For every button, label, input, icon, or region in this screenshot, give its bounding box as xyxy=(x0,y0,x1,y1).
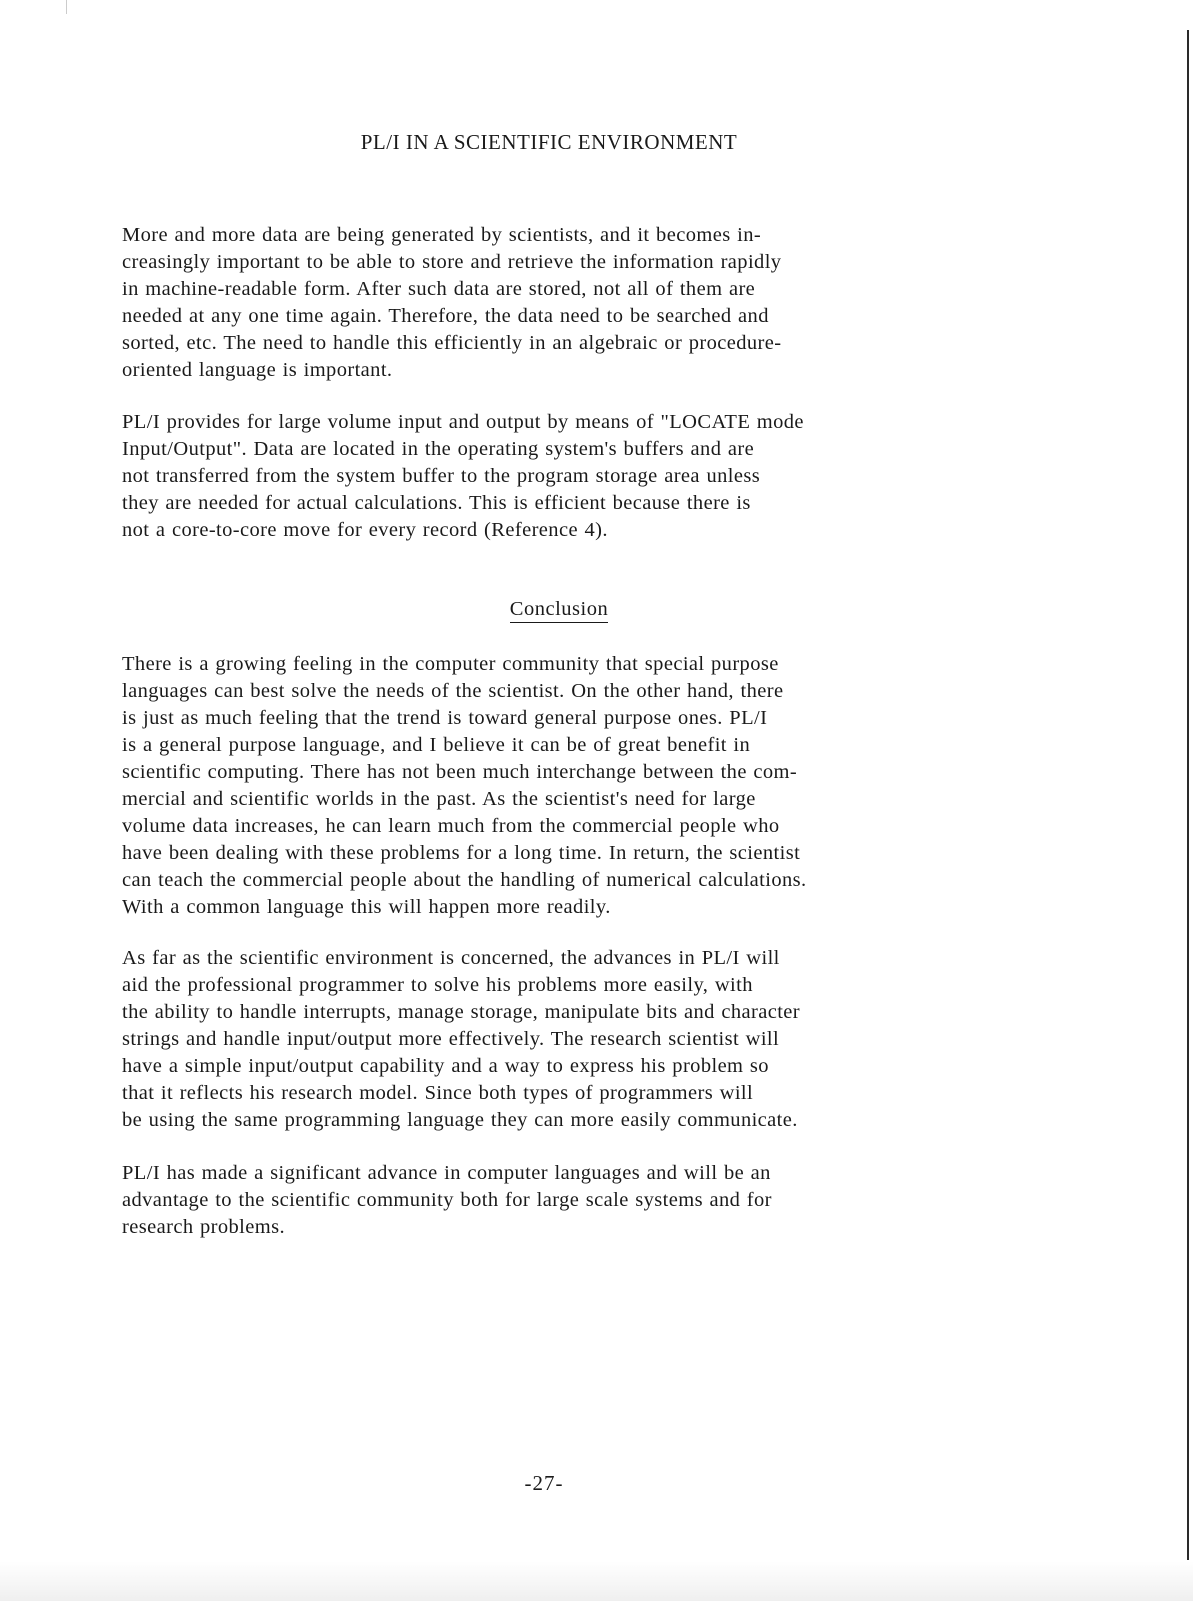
text-line: languages can best solve the needs of the scientist. On the other hand, there xyxy=(122,680,784,702)
text-line: they are needed for actual calculations. This is efficient because there is xyxy=(122,492,751,514)
text-line: mercial and scientific worlds in the past. As the scientist's need for large xyxy=(122,788,756,810)
text-line: PL/I provides for large volume input and output by means of "LOCATE mode xyxy=(122,411,804,433)
text-line: in machine-readable form. After such data are stored, not all of them are xyxy=(122,278,756,300)
page-number: -27- xyxy=(524,1471,564,1495)
text-line: scientific computing. There has not been much interchange between the com- xyxy=(122,761,798,783)
text-line: oriented language is important. xyxy=(122,359,393,381)
text-line: is a general purpose language, and I believe it can be of great benefit in xyxy=(122,734,751,756)
text-line: have been dealing with these problems for a long time. In return, the scientist xyxy=(122,842,801,864)
paragraph-conclusion-1 xyxy=(122,651,1082,921)
text-line: sorted, etc. The need to handle this efficiently in an algebraic or procedure- xyxy=(122,332,782,354)
text-line: is just as much feeling that the trend is toward general purpose ones. PL/I xyxy=(122,707,768,729)
paragraph-intro xyxy=(122,222,1082,384)
text-line: can teach the commercial people about the handling of numerical calculations. xyxy=(122,869,807,891)
text-line: not a core-to-core move for every record (Reference 4). xyxy=(122,519,608,541)
text-line: strings and handle input/output more effectively. The research scientist will xyxy=(122,1028,780,1050)
text-line: advantage to the scientific community both for large scale systems and for xyxy=(122,1189,772,1211)
text-line: creasingly important to be able to store and retrieve the information rapidly xyxy=(122,251,782,273)
text-line: needed at any one time again. Therefore, the data need to be searched and xyxy=(122,305,769,327)
document-title: PL/I IN A SCIENTIFIC ENVIRONMENT xyxy=(360,130,738,154)
text-line: As far as the scientific environment is concerned, the advances in PL/I will xyxy=(122,947,780,969)
text-line: have a simple input/output capability and a way to express his problem so xyxy=(122,1055,769,1077)
text-line: PL/I has made a significant advance in computer languages and will be an xyxy=(122,1162,771,1184)
paragraph-locate-mode xyxy=(122,409,1082,544)
text-line: volume data increases, he can learn much from the commercial people who xyxy=(122,815,780,837)
scan-mark xyxy=(66,0,67,14)
section-heading-text: Conclusion xyxy=(510,598,608,623)
text-line: be using the same programming language they can more easily communicate. xyxy=(122,1109,798,1131)
text-line: Input/Output". Data are located in the operating system's buffers and are xyxy=(122,438,755,460)
paragraph-conclusion-2 xyxy=(122,945,1082,1134)
paragraph-conclusion-3 xyxy=(122,1160,1082,1241)
text-line: that it reflects his research model. Since both types of programmers will xyxy=(122,1082,754,1104)
text-line: There is a growing feeling in the computer community that special purpose xyxy=(122,653,779,675)
text-line: the ability to handle interrupts, manage storage, manipulate bits and character xyxy=(122,1001,801,1023)
page-edge-line xyxy=(1187,30,1189,1560)
text-line: With a common language this will happen more readily. xyxy=(122,896,611,918)
scan-bottom-shade xyxy=(0,1561,1193,1601)
text-line: research problems. xyxy=(122,1216,286,1238)
section-heading xyxy=(0,598,1118,621)
text-line: More and more data are being generated by scientists, and it becomes in- xyxy=(122,224,762,246)
text-line: not transferred from the system buffer to the program storage area unless xyxy=(122,465,761,487)
text-line: aid the professional programmer to solve his problems more easily, with xyxy=(122,974,753,996)
